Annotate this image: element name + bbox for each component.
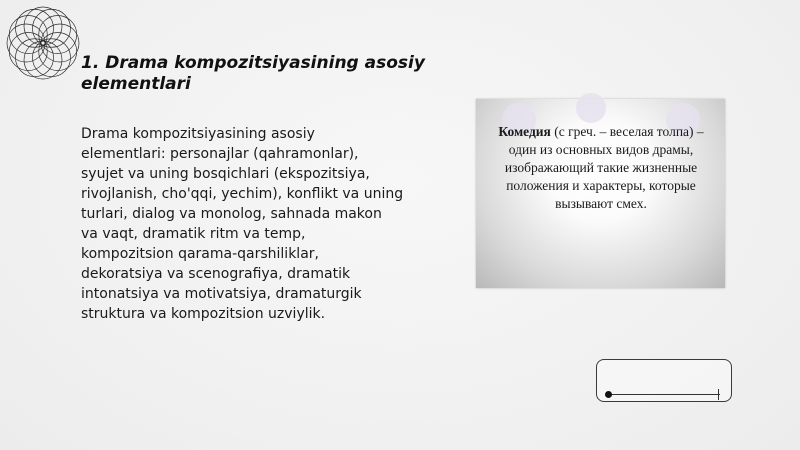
decorative-blob: [576, 93, 606, 123]
slide-body-text: Drama kompozitsiyasining asosiy elementlari: personajlar (qahramonlar), syujet va uning bosqichlari (ekspozitsiya, rivojlanish, cho'qqi, yechim), konflikt va uning turlari, dialog va monolog, sahnada makon va vaqt, dramatik ritm va temp, kompozitsion qarama-qarshiliklar, dekoratsiya va scenografiya, dramatik intonatsiya va motivatsiya, dramaturgik struktura va kompozitsion uzviylik.: [81, 126, 404, 322]
definition-text: [488, 123, 714, 213]
playhead-icon[interactable]: [605, 391, 612, 398]
seek-end-marker: [718, 389, 719, 400]
spirograph-logo-icon: [4, 4, 82, 82]
definition-body: (с греч. – веселая толпа) – один из основных видов драмы, изображающий такие жизненные положения и характеры, которые вызывают смех.: [504, 124, 704, 211]
seek-bar[interactable]: [608, 394, 720, 395]
slide-title: 1. Drama kompozitsiyasining asosiy elementlari: [81, 53, 425, 94]
definition-card: [476, 99, 725, 288]
definition-term: Комедия: [498, 124, 551, 139]
media-player[interactable]: [596, 359, 732, 402]
